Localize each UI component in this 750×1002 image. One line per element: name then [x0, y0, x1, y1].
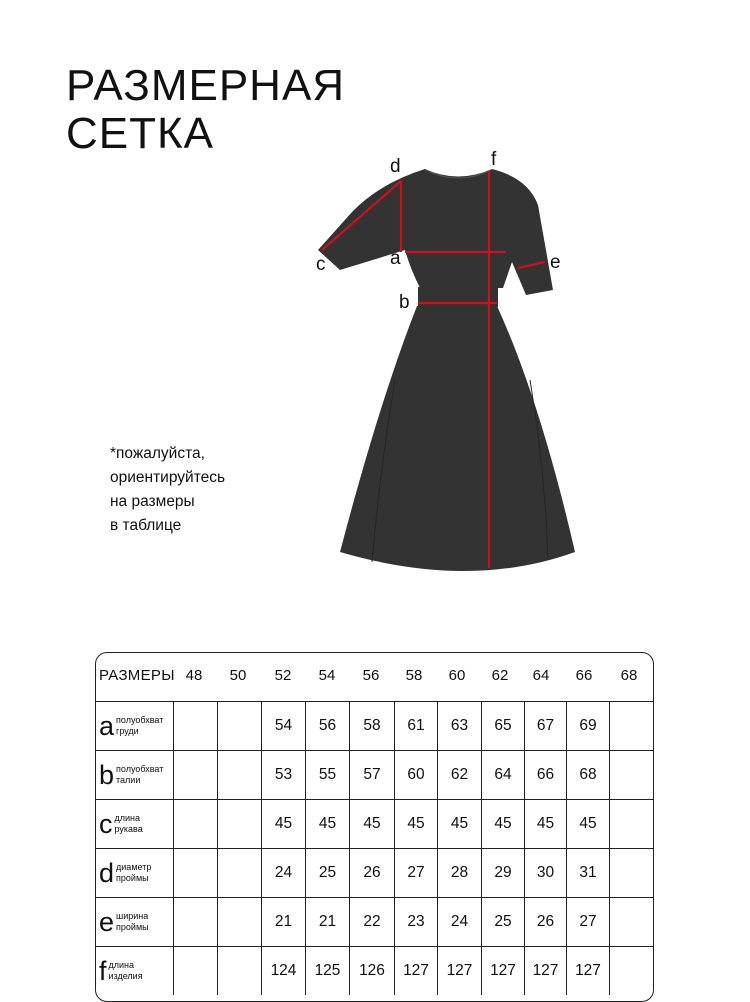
table-cell: 23 — [394, 897, 437, 946]
size-note — [110, 442, 225, 538]
table-cell: 25 — [481, 897, 524, 946]
row-label-a — [96, 701, 173, 750]
table-cell: 45 — [524, 799, 566, 848]
row-letter: a — [99, 710, 115, 741]
row-description-line-2: груди — [116, 726, 139, 736]
table-cell: 126 — [349, 946, 394, 995]
table-cell: 24 — [437, 897, 481, 946]
size-header-row — [96, 653, 653, 701]
table-cell: 24 — [261, 848, 305, 897]
table-cell: 67 — [524, 701, 566, 750]
table-cell: 66 — [524, 750, 566, 799]
table-cell: 26 — [349, 848, 394, 897]
table-cell: 53 — [261, 750, 305, 799]
title-line-2: СЕТКА — [66, 109, 214, 158]
table-cell: 127 — [524, 946, 566, 995]
row-label-e — [96, 897, 173, 946]
row-description-line-1: длина — [108, 960, 135, 970]
table-cell — [217, 946, 261, 995]
table-cell: 69 — [566, 701, 609, 750]
table-cell: 127 — [481, 946, 524, 995]
measure-label-f: f — [491, 149, 497, 170]
row-description-line-2: проймы — [116, 922, 149, 932]
table-cell — [217, 848, 261, 897]
table-cell — [609, 799, 654, 848]
table-cell: 61 — [394, 701, 437, 750]
table-cell: 45 — [481, 799, 524, 848]
table-row-c — [96, 799, 653, 848]
note-line-2: ориентируйтесь — [110, 469, 226, 486]
row-description — [115, 813, 143, 835]
table-row-d — [96, 848, 653, 897]
table-cell: 31 — [566, 848, 609, 897]
row-description-line-1: длина — [114, 813, 141, 823]
table-cell — [173, 750, 217, 799]
sizes-header-label: РАЗМЕРЫ — [99, 667, 175, 684]
row-description-line-1: ширина — [116, 911, 149, 921]
table-cell: 25 — [305, 848, 349, 897]
table-cell — [609, 897, 654, 946]
table-cell — [173, 701, 217, 750]
row-description — [116, 764, 163, 786]
row-letter: d — [99, 857, 115, 888]
table-cell: 27 — [394, 848, 437, 897]
size-table — [95, 652, 654, 1002]
table-cell: 22 — [349, 897, 394, 946]
table-cell — [173, 946, 217, 995]
dress-bodice — [318, 169, 553, 295]
table-row-a — [96, 701, 653, 750]
table-cell — [173, 799, 217, 848]
row-description — [116, 911, 149, 933]
measure-label-d: d — [390, 156, 401, 177]
title-line-1: РАЗМЕРНАЯ — [66, 61, 346, 110]
row-description-line-2: проймы — [116, 873, 149, 883]
row-description-line-2: рукава — [114, 824, 143, 834]
size-header-50: 50 — [229, 667, 247, 684]
table-cell: 28 — [437, 848, 481, 897]
measure-label-c: c — [316, 254, 326, 275]
row-description-line-2: изделия — [108, 971, 143, 981]
table-row-f — [96, 946, 653, 995]
row-letter: e — [99, 906, 115, 937]
table-row-b — [96, 750, 653, 799]
table-cell — [217, 799, 261, 848]
row-letter: c — [99, 808, 113, 839]
table-cell: 45 — [349, 799, 394, 848]
size-header-64: 64 — [532, 667, 550, 684]
size-header-62: 62 — [491, 667, 509, 684]
note-line-3: на размеры — [110, 493, 195, 510]
note-line-4: в таблице — [110, 517, 182, 534]
row-description-line-1: полуобхват — [116, 715, 164, 725]
table-cell: 63 — [437, 701, 481, 750]
size-header-52: 52 — [274, 667, 292, 684]
row-label-d — [96, 848, 173, 897]
size-header-66: 66 — [575, 667, 593, 684]
table-cell: 45 — [437, 799, 481, 848]
row-description — [109, 960, 143, 982]
table-cell: 55 — [305, 750, 349, 799]
row-description — [116, 715, 163, 737]
table-cell — [609, 750, 654, 799]
table-cell: 27 — [566, 897, 609, 946]
note-line-1: *пожалуйста, — [110, 445, 205, 462]
measure-label-a: a — [390, 248, 401, 269]
table-cell: 54 — [261, 701, 305, 750]
table-cell: 45 — [566, 799, 609, 848]
row-description-line-2: талии — [116, 775, 141, 785]
table-cell: 45 — [394, 799, 437, 848]
table-cell — [217, 750, 261, 799]
table-cell — [173, 848, 217, 897]
row-label-c — [96, 799, 173, 848]
measure-label-b: b — [399, 292, 410, 313]
size-header-68: 68 — [620, 667, 638, 684]
size-header-54: 54 — [318, 667, 336, 684]
table-cell — [217, 897, 261, 946]
row-letter: b — [99, 759, 115, 790]
table-cell — [609, 946, 654, 995]
size-header-60: 60 — [448, 667, 466, 684]
table-cell: 21 — [261, 897, 305, 946]
size-header-58: 58 — [405, 667, 423, 684]
table-cell: 57 — [349, 750, 394, 799]
table-cell: 127 — [437, 946, 481, 995]
table-row-e — [96, 897, 653, 946]
row-letter: f — [99, 955, 107, 986]
table-cell: 21 — [305, 897, 349, 946]
row-description — [116, 862, 151, 884]
table-cell: 127 — [566, 946, 609, 995]
table-cell — [609, 848, 654, 897]
table-cell: 56 — [305, 701, 349, 750]
table-cell — [609, 701, 654, 750]
row-label-f — [96, 946, 173, 995]
size-header-56: 56 — [362, 667, 380, 684]
table-cell: 125 — [305, 946, 349, 995]
table-cell: 60 — [394, 750, 437, 799]
table-cell — [217, 701, 261, 750]
table-cell: 26 — [524, 897, 566, 946]
row-description-line-1: полуобхват — [116, 764, 164, 774]
row-label-b — [96, 750, 173, 799]
table-cell: 45 — [261, 799, 305, 848]
table-cell: 64 — [481, 750, 524, 799]
table-cell: 127 — [394, 946, 437, 995]
size-header-48: 48 — [185, 667, 203, 684]
measure-label-e: e — [550, 252, 561, 273]
row-description-line-1: диаметр — [116, 862, 152, 872]
table-cell: 30 — [524, 848, 566, 897]
table-cell: 68 — [566, 750, 609, 799]
table-cell: 65 — [481, 701, 524, 750]
table-cell: 124 — [261, 946, 305, 995]
table-cell: 62 — [437, 750, 481, 799]
table-cell: 29 — [481, 848, 524, 897]
table-cell: 45 — [305, 799, 349, 848]
table-cell — [173, 897, 217, 946]
table-cell: 58 — [349, 701, 394, 750]
